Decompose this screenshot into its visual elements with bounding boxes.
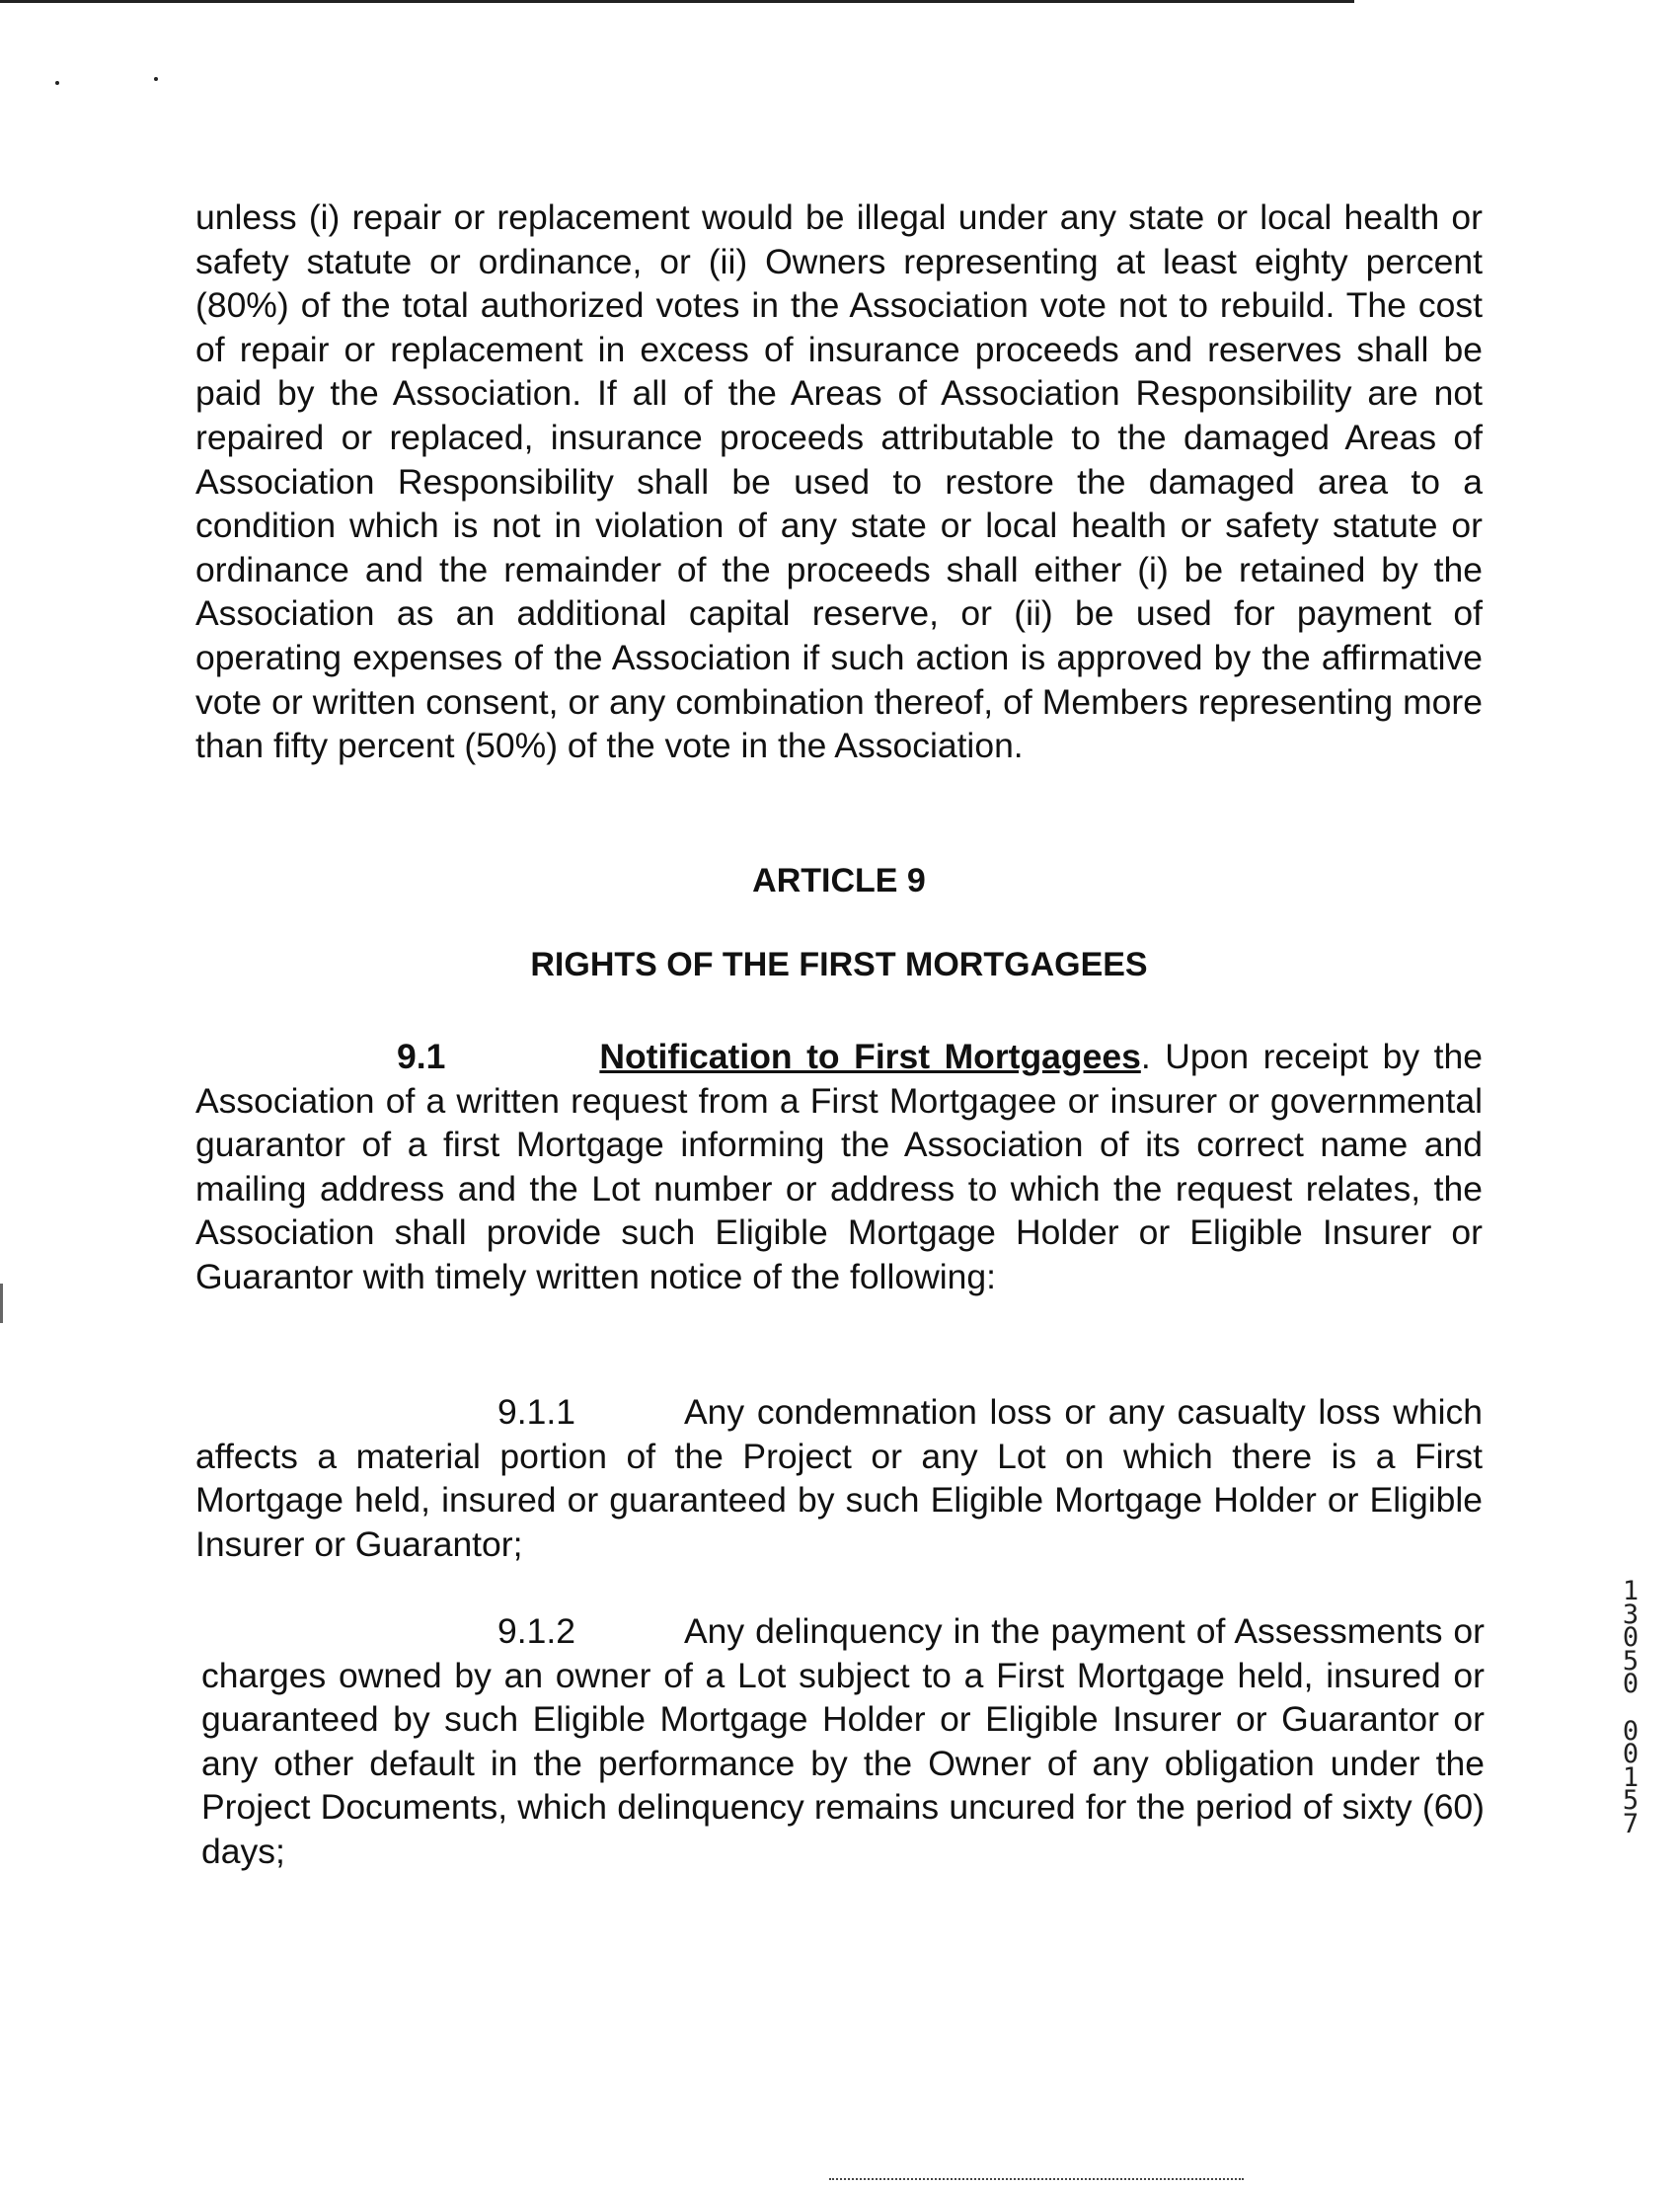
scan-top-rule [0,0,1354,3]
scan-edge-mark [0,1284,3,1323]
subsection-text: Any delinquency in the payment of Assessments or charges owned by an owner of a Lot subject to a First Mortgage held, insured or guaranteed by such Eligible Mortgage Holder or Eligible Insurer or Guarantor or any other default in the performance by the Owner of any obligation under the Project Documents, which delinquency remains uncured for the period of sixty (60) days; [201,1611,1485,1871]
bates-digit: 3 [1622,1599,1640,1630]
scan-speck [154,77,158,81]
bates-number-group-2 [1619,1715,1642,1839]
bates-digit: 1 [1622,1576,1640,1606]
bates-digit: 7 [1622,1808,1640,1839]
section-9-1-paragraph [195,1035,1483,1299]
bates-digit: 1 [1622,1761,1640,1793]
section-body-text: . Upon receipt by the Association of a written request from a First Mortgagee or insurer or governmental guarantor of a first Mortgage informing the Association of its correct name and mailing address and the Lot number or address to which the request relates, the Association shall provide such Eligible Mortgage Holder or Eligible Insurer or Guarantor with timely written notice of the following: [195,1037,1483,1296]
bates-digit: 5 [1622,1785,1640,1816]
scan-speck [55,81,59,85]
section-number: 9.1 [397,1037,446,1076]
subsection-number: 9.1.1 [497,1392,575,1432]
bates-digit: 0 [1622,1715,1640,1747]
bates-number-group-1 [1619,1576,1642,1699]
subsection-number: 9.1.2 [497,1611,575,1651]
bates-digit: 5 [1622,1645,1640,1677]
section-title: Notification to First Mortgagees [599,1037,1141,1076]
scan-bottom-rule [829,2178,1244,2182]
continued-paragraph: unless (i) repair or replacement would be illegal under any state or local health or safety statute or ordinance, or (ii) Owners representing at least eighty percent (80%) of the total authorized votes in the Association vote not to rebuild. The cost of repair or replacement in excess of insurance proceeds and reserves shall be paid by the Association. If all of the Areas of Association Responsibility are not repaired or replaced, insurance proceeds attributable to the damaged Areas of Association Responsibility shall be used to restore the damaged area to a condition which is not in violation of any state or local health or safety statute or ordinance and the remainder of the proceeds shall either (i) be retained by the Association as an additional capital reserve, or (ii) be used for payment of operating expenses of the Association if such action is approved by the affirmative vote or written consent, or any combination thereof, of Members representing more than fifty percent (50%) of the vote in the Association. [195,197,1483,766]
bates-stamp [1619,1576,1642,1839]
article-number-heading: ARTICLE 9 [752,862,926,899]
article-title-heading: RIGHTS OF THE FIRST MORTGAGEES [530,946,1148,983]
bates-digit: 0 [1622,1739,1640,1769]
bates-digit: 0 [1622,1622,1640,1653]
subsection-text: Any condemnation loss or any casualty loss which affects a material portion of the Project or any Lot on which there is a First Mortgage held, insured or guaranteed by such Eligible Mortgage Holder or Eligible Insurer or Guarantor; [195,1392,1483,1564]
bates-digit: 0 [1622,1669,1640,1699]
subsection-9-1-2-paragraph [201,1609,1485,1874]
subsection-9-1-1-paragraph [195,1390,1483,1566]
